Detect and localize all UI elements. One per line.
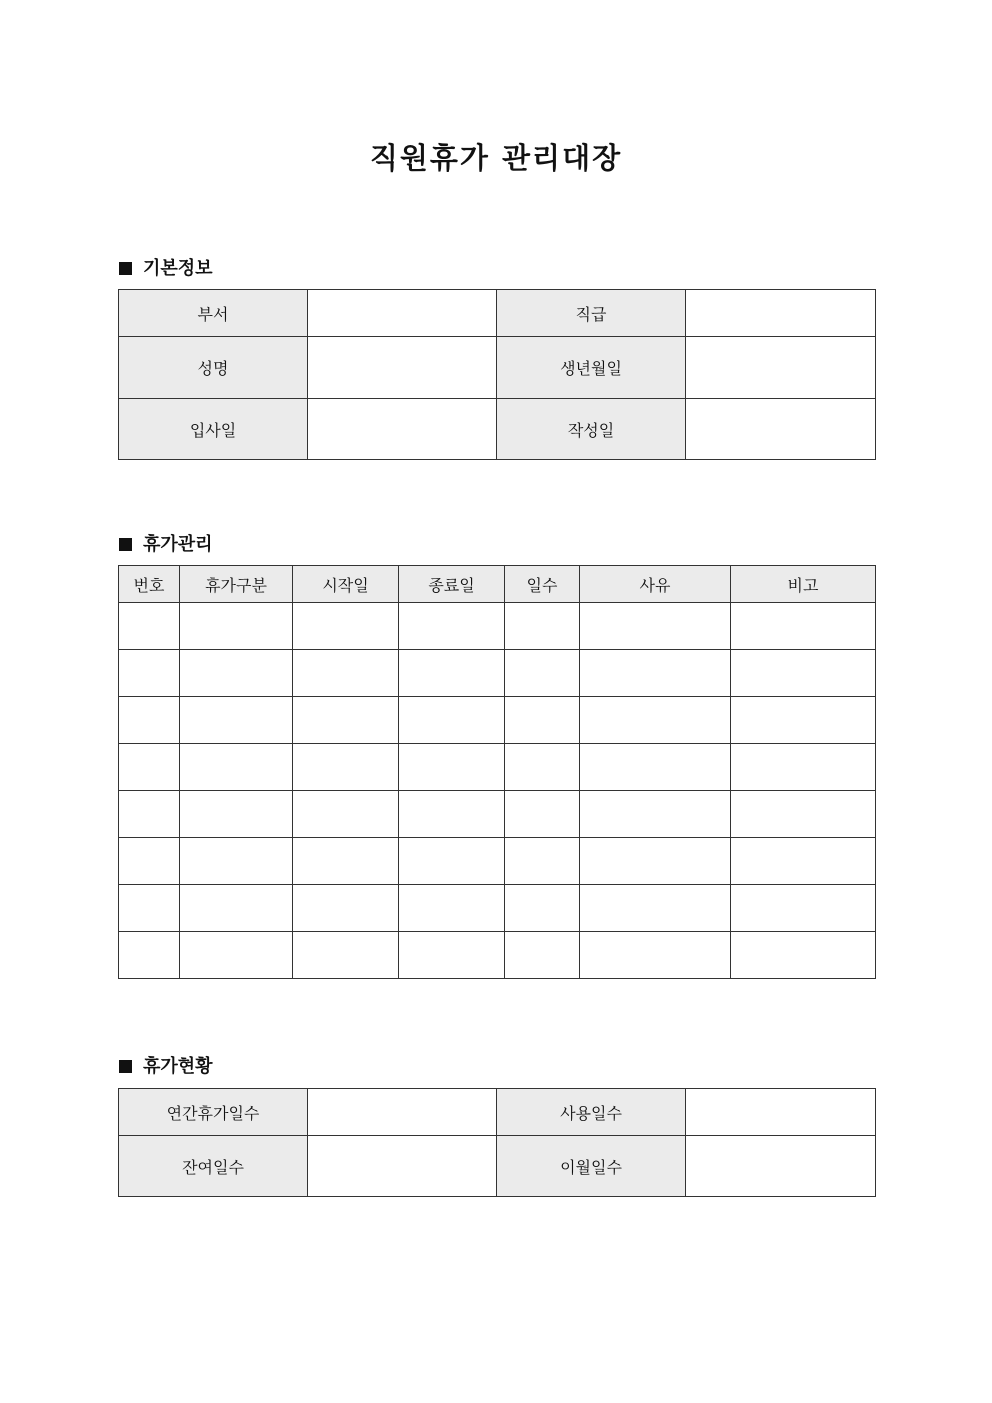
- table-cell[interactable]: [505, 838, 580, 885]
- square-bullet-icon: [119, 262, 132, 275]
- square-bullet-icon: [119, 538, 132, 551]
- section-label: 휴가관리: [143, 534, 213, 555]
- label-join-date: 입사일: [119, 399, 308, 460]
- table-cell[interactable]: [180, 791, 293, 838]
- table-cell[interactable]: [293, 603, 399, 650]
- table-cell[interactable]: [505, 697, 580, 744]
- square-bullet-icon: [119, 1060, 132, 1073]
- table-cell[interactable]: [119, 650, 180, 697]
- table-cell[interactable]: [180, 650, 293, 697]
- table-row: [119, 650, 876, 697]
- table-cell[interactable]: [731, 744, 876, 791]
- table-cell[interactable]: [580, 791, 731, 838]
- write-date-field[interactable]: [686, 399, 876, 460]
- col-type: 휴가구분: [180, 566, 293, 603]
- table-cell[interactable]: [580, 744, 731, 791]
- table-cell[interactable]: [580, 932, 731, 979]
- dept-field[interactable]: [308, 290, 497, 337]
- table-row: [119, 603, 876, 650]
- table-cell[interactable]: [731, 603, 876, 650]
- label-carryover-days: 이월일수: [497, 1136, 686, 1197]
- label-used-days: 사용일수: [497, 1089, 686, 1136]
- table-cell[interactable]: [580, 603, 731, 650]
- name-field[interactable]: [308, 337, 497, 399]
- table-cell[interactable]: [180, 885, 293, 932]
- carryover-days-field[interactable]: [686, 1136, 876, 1197]
- table-cell[interactable]: [293, 650, 399, 697]
- table-row: [119, 697, 876, 744]
- col-days: 일수: [505, 566, 580, 603]
- table-cell[interactable]: [399, 744, 505, 791]
- section-label: 휴가현황: [143, 1056, 213, 1077]
- col-reason: 사유: [580, 566, 731, 603]
- table-row: [119, 744, 876, 791]
- page-title: 직원휴가 관리대장: [369, 141, 623, 175]
- table-cell[interactable]: [731, 885, 876, 932]
- table-cell[interactable]: [399, 697, 505, 744]
- table-cell[interactable]: [731, 932, 876, 979]
- leave-table: [118, 565, 876, 979]
- section-heading-basic: [119, 254, 213, 280]
- rank-field[interactable]: [686, 290, 876, 337]
- birth-field[interactable]: [686, 337, 876, 399]
- basic-info-table: [118, 289, 876, 460]
- table-cell[interactable]: [119, 791, 180, 838]
- table-cell[interactable]: [180, 838, 293, 885]
- table-cell[interactable]: [505, 603, 580, 650]
- table-cell[interactable]: [180, 932, 293, 979]
- table-cell[interactable]: [731, 791, 876, 838]
- leave-status-table: [118, 1088, 876, 1197]
- col-no: 번호: [119, 566, 180, 603]
- table-cell[interactable]: [399, 650, 505, 697]
- table-cell[interactable]: [180, 744, 293, 791]
- table-cell[interactable]: [580, 650, 731, 697]
- table-row: [119, 838, 876, 885]
- table-cell[interactable]: [399, 838, 505, 885]
- col-start: 시작일: [293, 566, 399, 603]
- table-cell[interactable]: [180, 603, 293, 650]
- col-note: 비고: [731, 566, 876, 603]
- table-cell[interactable]: [119, 932, 180, 979]
- table-row: [119, 885, 876, 932]
- table-cell[interactable]: [731, 697, 876, 744]
- table-cell[interactable]: [399, 932, 505, 979]
- table-row: [119, 932, 876, 979]
- table-cell[interactable]: [505, 885, 580, 932]
- join-date-field[interactable]: [308, 399, 497, 460]
- table-cell[interactable]: [119, 603, 180, 650]
- table-cell[interactable]: [293, 885, 399, 932]
- table-cell[interactable]: [119, 697, 180, 744]
- table-cell[interactable]: [293, 697, 399, 744]
- table-cell[interactable]: [119, 838, 180, 885]
- annual-days-field[interactable]: [308, 1089, 497, 1136]
- table-cell[interactable]: [180, 697, 293, 744]
- used-days-field[interactable]: [686, 1089, 876, 1136]
- table-row: [119, 791, 876, 838]
- table-cell[interactable]: [731, 650, 876, 697]
- table-cell[interactable]: [731, 838, 876, 885]
- label-name: 성명: [119, 337, 308, 399]
- section-label: 기본정보: [143, 258, 213, 279]
- label-rank: 직급: [497, 290, 686, 337]
- section-heading-leave: [119, 530, 213, 556]
- table-cell[interactable]: [580, 838, 731, 885]
- table-cell[interactable]: [293, 791, 399, 838]
- table-cell[interactable]: [505, 744, 580, 791]
- label-birth: 생년월일: [497, 337, 686, 399]
- table-cell[interactable]: [399, 603, 505, 650]
- table-cell[interactable]: [399, 885, 505, 932]
- leave-table-header: [119, 566, 876, 603]
- remaining-days-field[interactable]: [308, 1136, 497, 1197]
- table-cell[interactable]: [119, 744, 180, 791]
- table-cell[interactable]: [119, 885, 180, 932]
- table-cell[interactable]: [505, 932, 580, 979]
- label-remaining-days: 잔여일수: [119, 1136, 308, 1197]
- section-heading-status: [119, 1052, 213, 1078]
- label-dept: 부서: [119, 290, 308, 337]
- table-cell[interactable]: [399, 791, 505, 838]
- table-cell[interactable]: [505, 791, 580, 838]
- table-cell[interactable]: [580, 697, 731, 744]
- table-cell[interactable]: [293, 838, 399, 885]
- table-cell[interactable]: [505, 650, 580, 697]
- table-cell[interactable]: [293, 932, 399, 979]
- label-annual-days: 연간휴가일수: [119, 1089, 308, 1136]
- label-write-date: 작성일: [497, 399, 686, 460]
- col-end: 종료일: [399, 566, 505, 603]
- table-cell[interactable]: [580, 885, 731, 932]
- table-cell[interactable]: [293, 744, 399, 791]
